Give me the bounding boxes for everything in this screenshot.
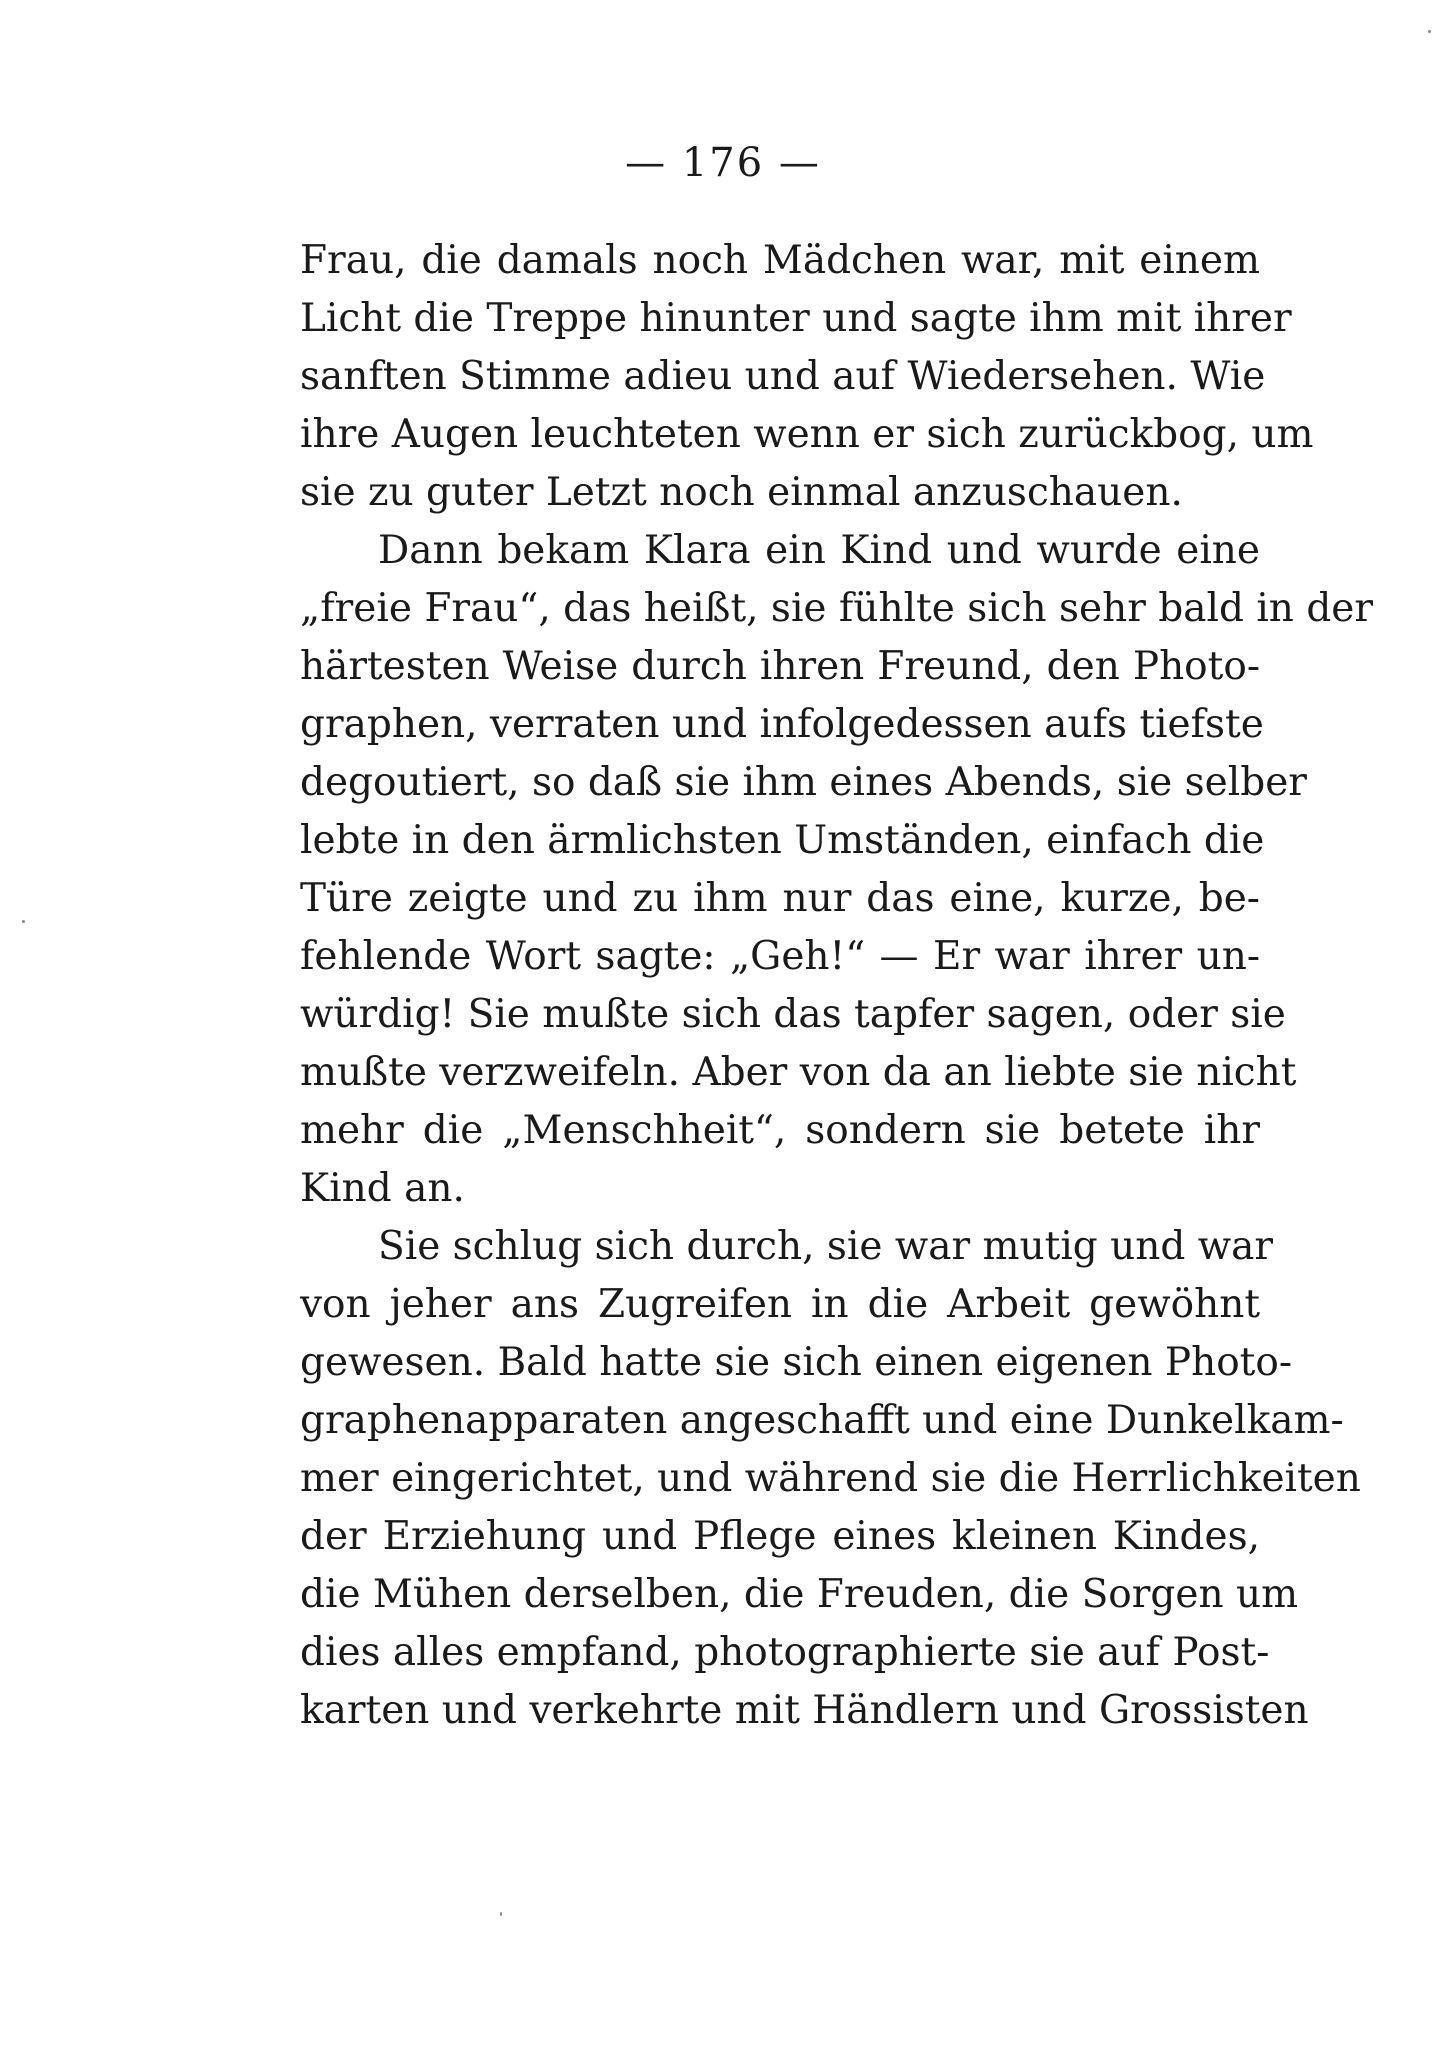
- text-line: mehr die „Menschheit“, sondern sie betete ihr: [300, 1108, 1260, 1153]
- text-line: degoutiert, so daß sie ihm eines Abends, sie selber: [300, 760, 1307, 805]
- text-line: Licht die Treppe hinunter und sagte ihm mit ihrer: [300, 296, 1292, 341]
- text-line: von jeher ans Zugreifen in die Arbeit gewöhnt: [300, 1282, 1260, 1327]
- text-line: mußte verzweifeln. Aber von da an liebte sie nicht: [300, 1050, 1297, 1095]
- text-line: die Mühen derselben, die Freuden, die Sorgen um: [300, 1572, 1299, 1617]
- page-number: — 176 —: [625, 140, 821, 186]
- text-line: Sie schlug sich durch, sie war mutig und war: [378, 1224, 1274, 1269]
- body-text: [300, 232, 1374, 1740]
- text-line: mer eingerichtet, und während sie die Herrlichkeiten: [300, 1456, 1361, 1501]
- text-line: graphenapparaten angeschafft und eine Dunkelkam-: [300, 1398, 1344, 1443]
- text-line: fehlende Wort sagte: „Geh!“ — Er war ihrer un-: [300, 934, 1260, 979]
- scan-speck: [500, 1912, 502, 1916]
- text-line: gewesen. Bald hatte sie sich einen eigenen Photo-: [300, 1340, 1293, 1385]
- text-line: Frau, die damals noch Mädchen war, mit einem: [300, 238, 1260, 283]
- text-line: karten und verkehrte mit Händlern und Grossisten: [300, 1688, 1309, 1733]
- text-line: Dann bekam Klara ein Kind und wurde eine: [378, 528, 1260, 573]
- text-line: härtesten Weise durch ihren Freund, den Photo-: [300, 644, 1260, 689]
- text-line: lebte in den ärmlichsten Umständen, einfach die: [300, 818, 1265, 863]
- text-line: ihre Augen leuchteten wenn er sich zurückbog, um: [300, 412, 1314, 457]
- scan-speck: [22, 920, 25, 923]
- text-line: Kind an.: [300, 1166, 465, 1211]
- text-line: Türe zeigte und zu ihm nur das eine, kurze, be-: [300, 876, 1260, 921]
- scan-speck: [1428, 30, 1431, 33]
- text-line: sie zu guter Letzt noch einmal anzuschauen.: [300, 470, 1183, 515]
- text-line: graphen, verraten und infolgedessen aufs tiefste: [300, 702, 1264, 747]
- text-line: dies alles empfand, photographierte sie auf Post-: [300, 1630, 1270, 1675]
- text-line: sanften Stimme adieu und auf Wiedersehen. Wie: [300, 354, 1266, 399]
- text-line: „freie Frau“, das heißt, sie fühlte sich sehr bald in der: [300, 586, 1374, 631]
- text-line: der Erziehung und Pflege eines kleinen Kindes,: [300, 1514, 1260, 1559]
- text-line: würdig! Sie mußte sich das tapfer sagen, oder sie: [300, 992, 1286, 1037]
